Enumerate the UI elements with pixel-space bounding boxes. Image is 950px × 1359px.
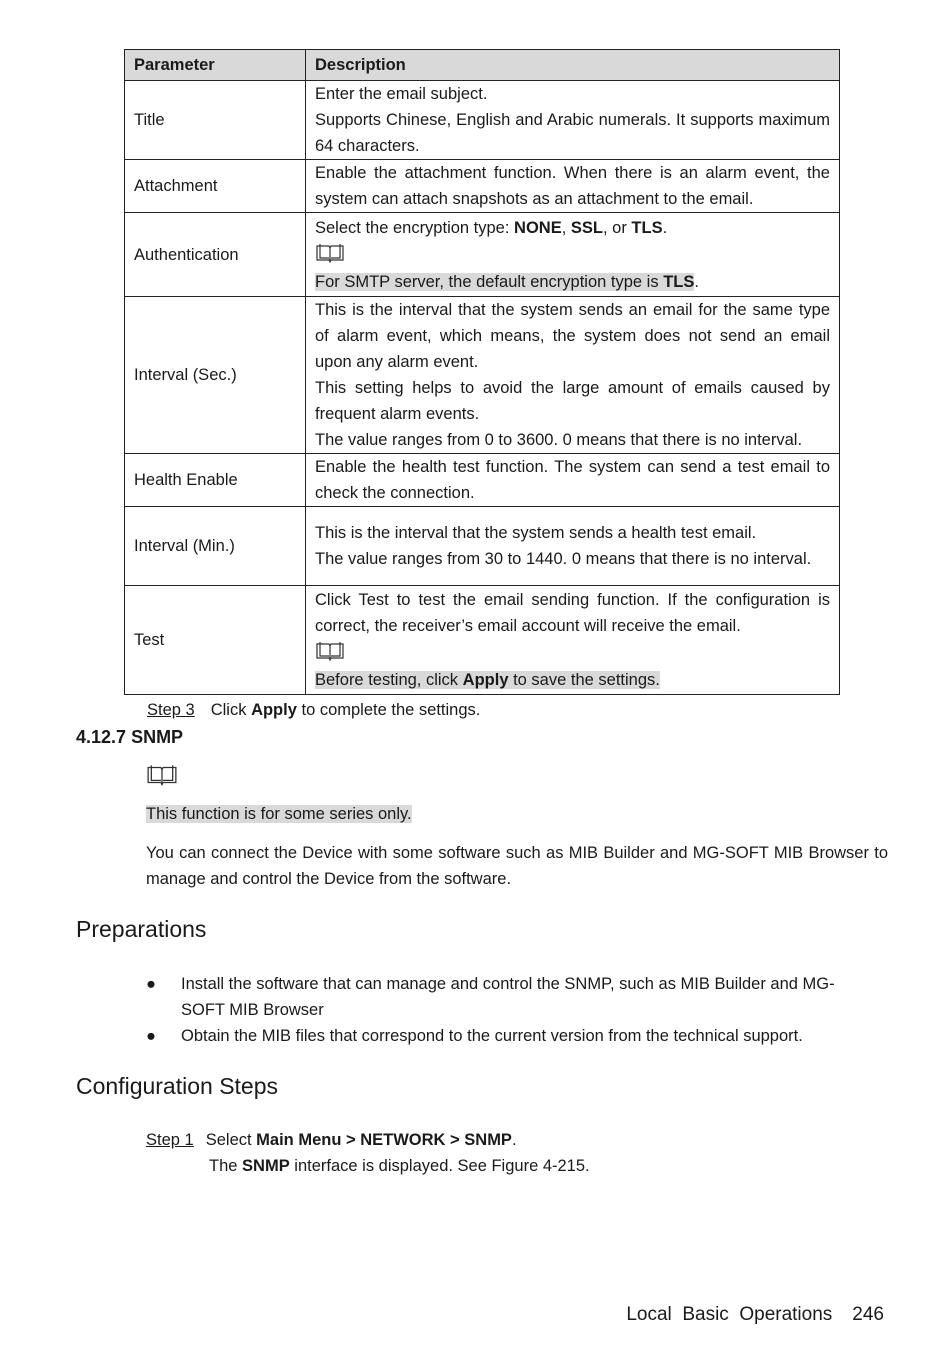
text: SNMP xyxy=(242,1157,290,1175)
param-cell: Interval (Sec.) xyxy=(125,297,306,454)
param-cell: Health Enable xyxy=(125,454,306,507)
param-cell: Title xyxy=(125,81,306,160)
list-item xyxy=(146,971,846,1023)
table-row xyxy=(125,586,840,695)
text: Select the encryption type: xyxy=(315,218,515,237)
description-cell xyxy=(306,507,840,586)
description-line: The value ranges from 30 to 1440. 0 means that there is no interval. xyxy=(315,550,812,568)
table-row xyxy=(125,213,840,297)
description-line: Enable the health test function. The system can send a test email to check the connection. xyxy=(315,458,830,502)
section-number: 4.12.7 xyxy=(76,727,127,747)
table-row xyxy=(125,507,840,586)
description-line: Enable the attachment function. When there is an alarm event, the system can attach snapshots as an attachment to the email. xyxy=(315,164,830,208)
table-header-row xyxy=(125,50,840,81)
param-cell: Authentication xyxy=(125,213,306,297)
header-parameter: Parameter xyxy=(125,50,306,81)
description-line: Supports Chinese, English and Arabic numerals. It supports maximum 64 characters. xyxy=(315,111,830,155)
table-row xyxy=(125,454,840,507)
description-line: Click Test to test the email sending function. If the configuration is correct, the receiver’s email account will receive the email. xyxy=(315,591,830,635)
description-cell xyxy=(306,454,840,507)
bullet-icon: ● xyxy=(146,975,156,993)
preparations-heading: Preparations xyxy=(76,916,207,942)
text: . xyxy=(511,1131,517,1149)
text: to complete the settings. xyxy=(296,701,481,719)
option-tls: TLS xyxy=(631,218,663,237)
param-cell: Attachment xyxy=(125,160,306,213)
intro-paragraph: You can connect the Device with some software such as MIB Builder and MG-SOFT MIB Browser to manage and control the Device from the software. xyxy=(146,844,888,888)
preparations-list xyxy=(146,971,846,1049)
text: . xyxy=(694,272,699,291)
param-cell: Interval (Min.) xyxy=(125,507,306,586)
header-description: Description xyxy=(306,50,840,81)
text: to save the settings. xyxy=(508,671,660,689)
note-line xyxy=(315,269,830,295)
open-book-icon xyxy=(315,241,830,269)
menu-path: Main Menu > NETWORK > SNMP xyxy=(256,1131,512,1149)
text: Click xyxy=(210,701,252,719)
description-line: This is the interval that the system sends a health test email. xyxy=(315,524,757,542)
step-label: Step 1 xyxy=(146,1131,194,1149)
configuration-heading: Configuration Steps xyxy=(76,1073,279,1099)
note-highlight: This function is for some series only. xyxy=(146,805,412,823)
option-ssl: SSL xyxy=(570,218,603,237)
text: . xyxy=(662,218,668,237)
bullet-icon: ● xyxy=(146,1027,156,1045)
open-book-icon xyxy=(146,764,178,791)
note-text xyxy=(146,801,412,827)
note-line xyxy=(315,667,830,693)
text: TLS xyxy=(663,272,695,291)
footer-section: Local Basic Operations xyxy=(626,1304,833,1325)
param-cell: Test xyxy=(125,586,306,695)
table-row xyxy=(125,81,840,160)
text: Before testing, click xyxy=(315,671,463,689)
description-line: This is the interval that the system sends an email for the same type of alarm event, which means, the system does not send an email upon any alarm event. xyxy=(315,301,830,371)
description-cell xyxy=(306,297,840,454)
description-cell xyxy=(306,160,840,213)
description-cell xyxy=(306,81,840,160)
text: The xyxy=(209,1157,243,1175)
page-number: 246 xyxy=(852,1304,884,1325)
text: For SMTP server, the default encryption type is xyxy=(315,272,664,291)
text: Apply xyxy=(251,701,297,719)
list-item-text: Install the software that can manage and control the SNMP, such as MIB Builder and MG-SOFT MIB Browser xyxy=(181,975,835,1019)
section-heading xyxy=(76,724,183,750)
text: , or xyxy=(602,218,632,237)
section-title: SNMP xyxy=(131,727,184,747)
option-none: NONE xyxy=(514,218,562,237)
text: Apply xyxy=(462,671,509,689)
text: Select xyxy=(205,1131,257,1149)
description-cell xyxy=(306,586,840,695)
description-line: This setting helps to avoid the large amount of emails caused by frequent alarm events. xyxy=(315,379,830,423)
description-cell xyxy=(306,213,840,297)
parameter-table xyxy=(124,49,840,695)
step-3 xyxy=(147,697,480,723)
open-book-icon xyxy=(315,639,830,667)
step-1 xyxy=(146,1127,517,1153)
description-line xyxy=(315,215,830,241)
step-label: Step 3 xyxy=(147,701,195,719)
text: , xyxy=(561,218,571,237)
text: interface is displayed. See Figure 4-215. xyxy=(289,1157,590,1175)
description-line: The value ranges from 0 to 3600. 0 means that there is no interval. xyxy=(315,431,803,449)
list-item-text: Obtain the MIB files that correspond to the current version from the technical support. xyxy=(181,1027,803,1045)
list-item xyxy=(146,1023,846,1049)
table-row xyxy=(125,297,840,454)
page-footer xyxy=(616,1276,884,1328)
step-1-detail xyxy=(209,1153,590,1179)
table-row xyxy=(125,160,840,213)
description-line: Enter the email subject. xyxy=(315,85,488,103)
